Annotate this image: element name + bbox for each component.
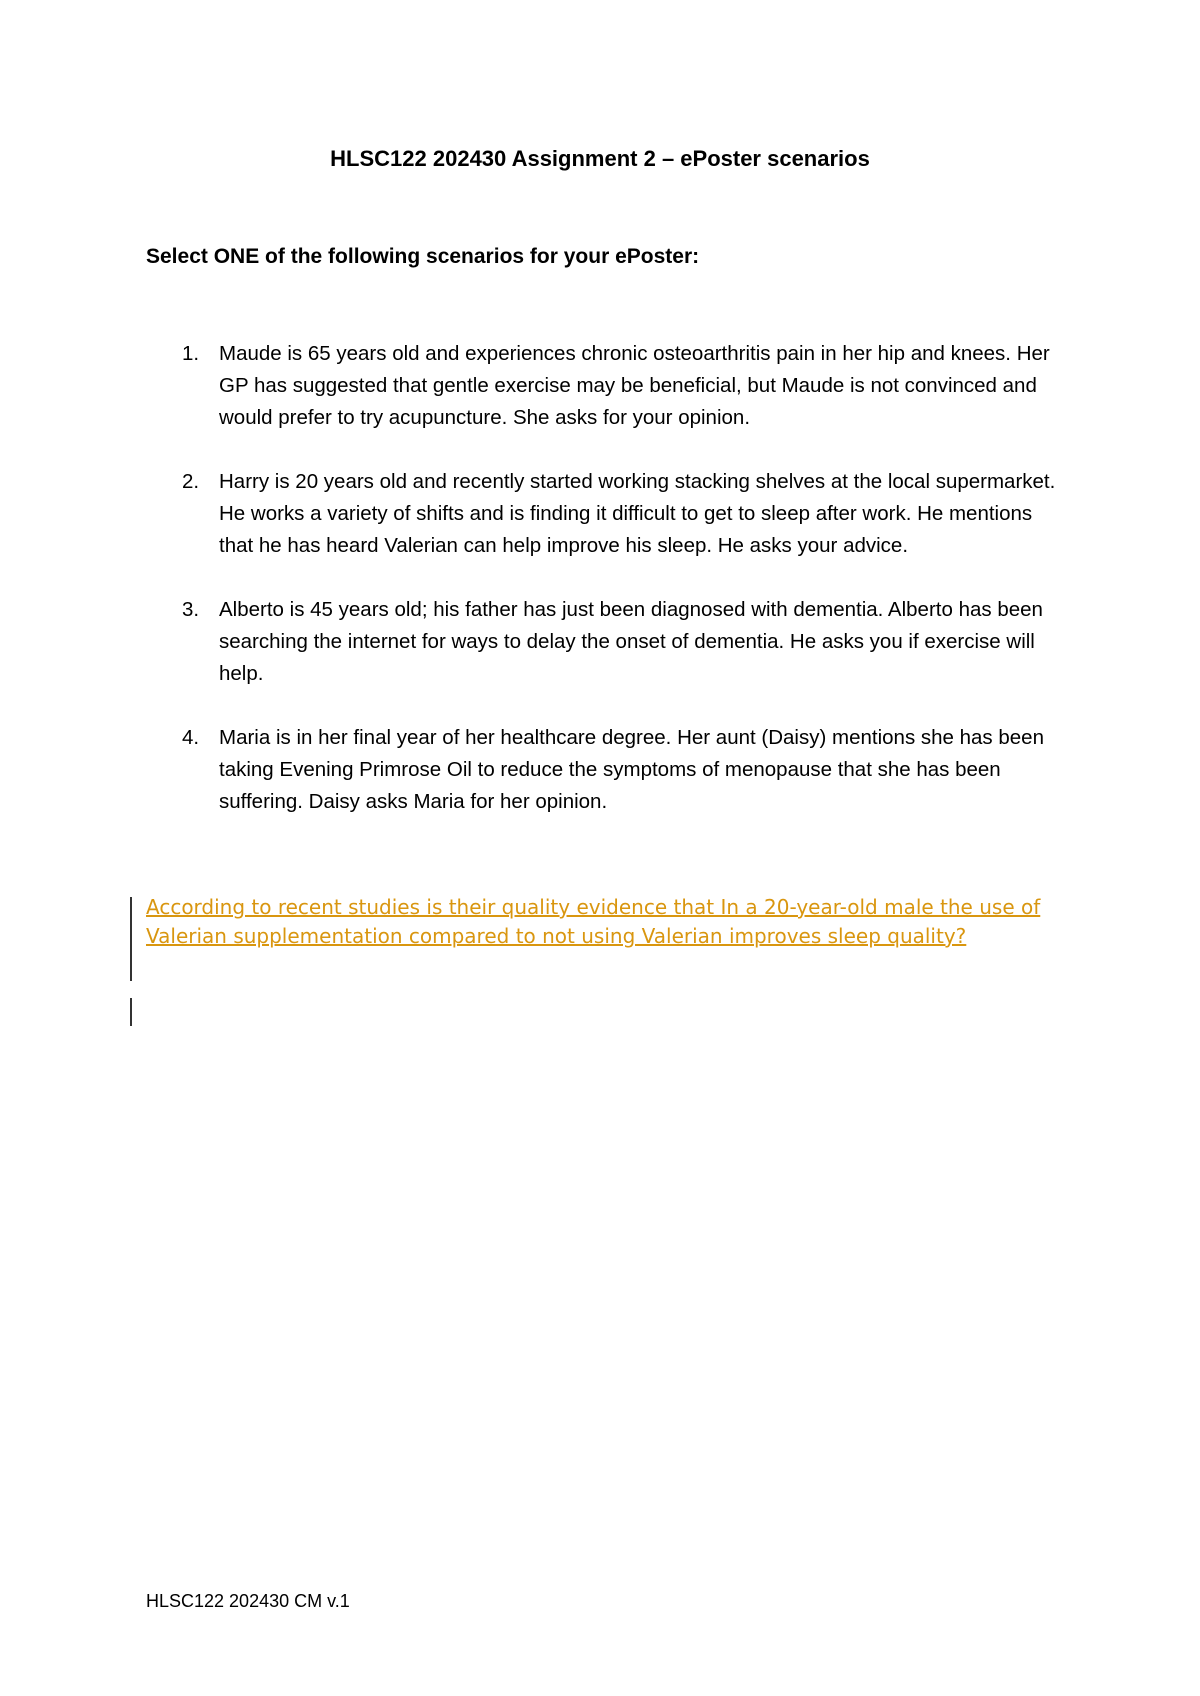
document-title: HLSC122 202430 Assignment 2 – ePoster scenarios: [330, 146, 870, 171]
change-bar: [130, 998, 132, 1026]
scenario-item: [146, 722, 1066, 818]
scenario-text: Maria is in her final year of her healthcare degree. Her aunt (Daisy) mentions she has been taking Evening Primrose Oil to reduce the symptoms of menopause that she has been suffering. Daisy asks Maria for her opinion.: [219, 726, 1044, 813]
scenario-item: [146, 338, 1066, 434]
scenario-number: 3.: [182, 598, 200, 621]
scenario-item: [146, 594, 1066, 690]
tracked-insertion-text[interactable]: According to recent studies is their quality evidence that In a 20-year-old male the use of Valerian supplementation compared to not using Valerian improves sleep quality?: [146, 895, 1041, 948]
scenario-list: [146, 338, 1066, 850]
scenario-text: Maude is 65 years old and experiences chronic osteoarthritis pain in her hip and knees. Her GP has suggested that gentle exercise may be beneficial, but Maude is not convinced and would prefer to try acupuncture. She asks for your opinion.: [219, 342, 1050, 429]
page-footer: HLSC122 202430 CM v.1: [146, 1591, 350, 1611]
scenario-text: Harry is 20 years old and recently started working stacking shelves at the local supermarket. He works a variety of shifts and is finding it difficult to get to sleep after work. He mentions that he has heard Valerian can help improve his sleep. He asks your advice.: [219, 470, 1056, 557]
change-bar: [130, 897, 132, 981]
instruction-text: Select ONE of the following scenarios for your ePoster:: [146, 245, 700, 268]
scenario-number: 1.: [182, 342, 200, 365]
scenario-item: [146, 466, 1066, 562]
scenario-number: 4.: [182, 726, 200, 749]
scenario-text: Alberto is 45 years old; his father has just been diagnosed with dementia. Alberto has been searching the internet for ways to delay the onset of dementia. He asks you if exercise will help.: [219, 598, 1043, 685]
scenario-number: 2.: [182, 470, 200, 493]
